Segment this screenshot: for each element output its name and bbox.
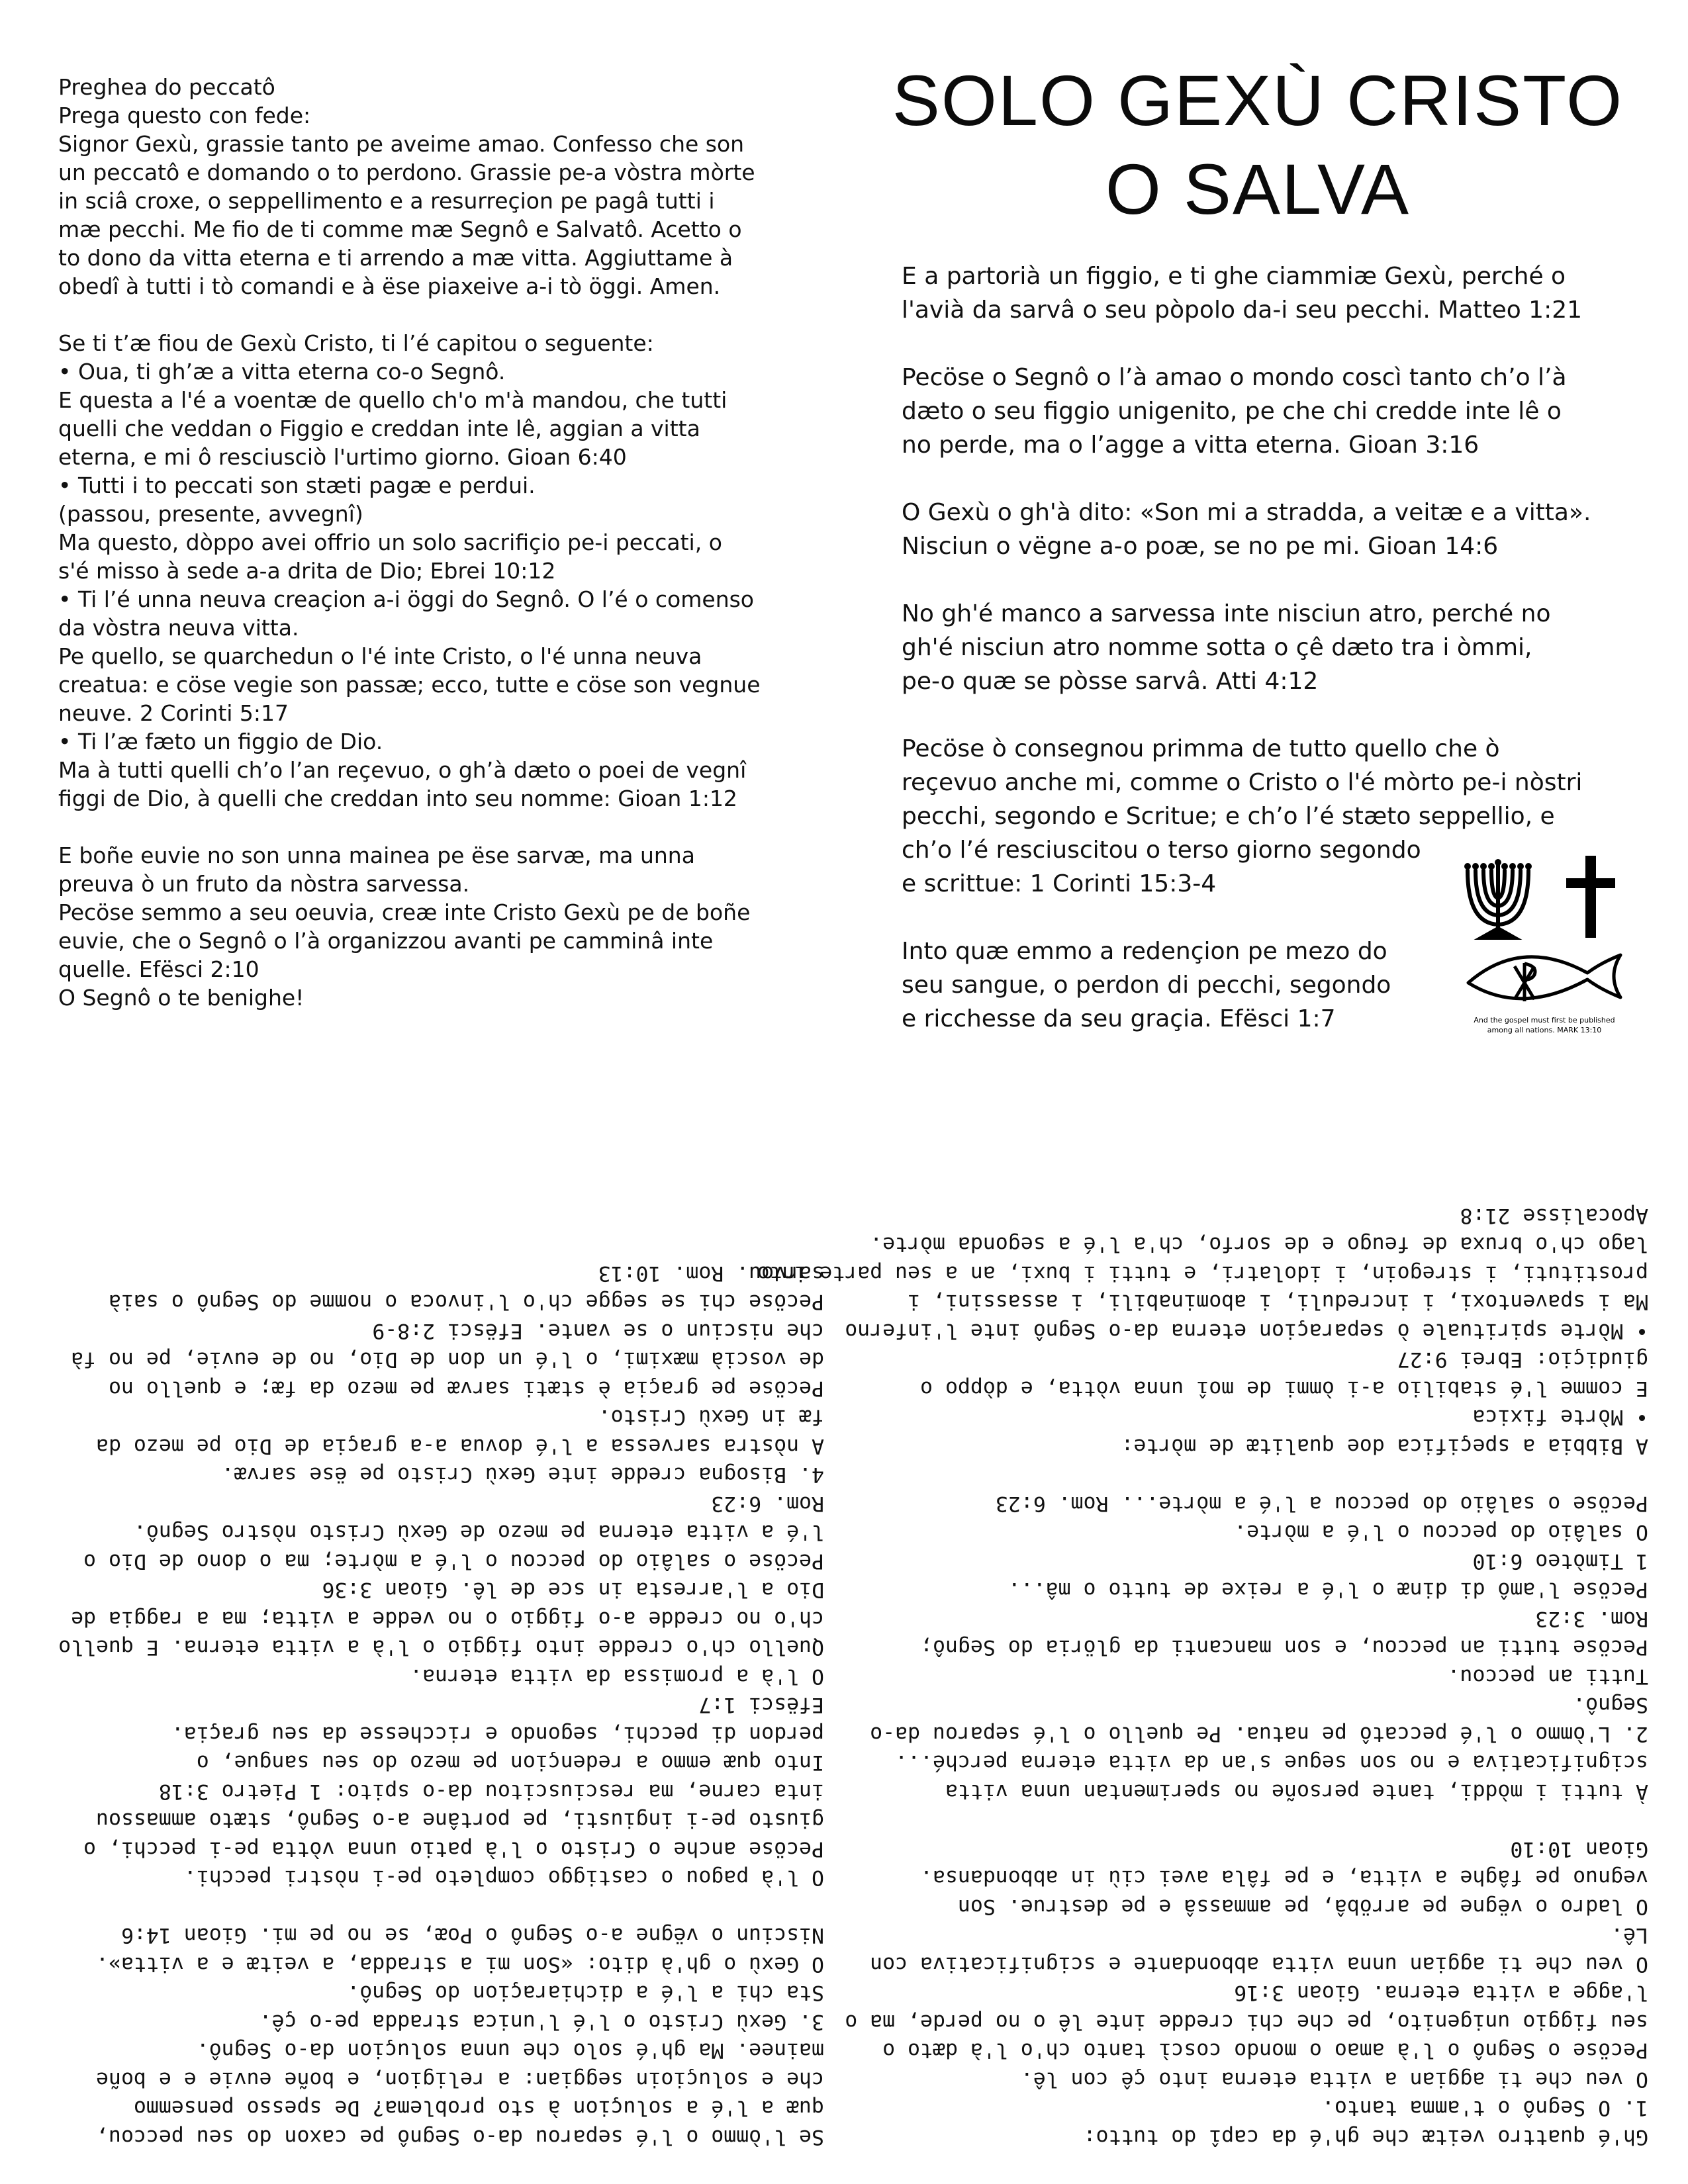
back-right-line: 2. L'òmmo o l'é peccatô pe natua. Pe quello o l'é separou da-o <box>870 1722 1648 1746</box>
back-right-line: Rom. 3:23 <box>1535 1607 1648 1631</box>
back-right-line: A Bibbia a speçifica doe qualitæ de mòrte: <box>1121 1434 1648 1458</box>
prayer-line: quelle. Efësci 2:10 <box>58 956 259 982</box>
cover-verse-line: pecchi, segondo e Scritue; e ch’o l’é stæto seppellio, e <box>902 803 1555 830</box>
back-right-line: À tutti i mòddi, tante persoñe no sperimentan unna vitta <box>945 1780 1648 1803</box>
back-left-line: l'é a vitta eterna pe mezo de Gexù Cristo nòstro Segnô. <box>133 1520 824 1545</box>
blank-line <box>902 462 1656 496</box>
back-left-line: Pecöse chi se segge ch'o l'invoca o nomme do Segnô o saià <box>109 1290 824 1314</box>
prayer-line: Pe quello, se quarchedun o l'é inte Cristo, o l'é unna neuva <box>58 643 702 669</box>
cover-verse-line: reçevuo anche mi, comme o Cristo o l'é mòrto pe-i nòstri <box>902 769 1583 796</box>
prayer-line: figgi de Dio, à quelli che creddan into seu nomme: Gioan 1:12 <box>58 786 737 811</box>
prayer-line: quelli che veddan o Figgio e creddan inte lê, aggian a vitta <box>58 416 700 441</box>
back-right-line: lago ch'o bruxa de feugo e de sorfo, ch'a l'é a segonda mòrte. <box>870 1232 1648 1257</box>
back-left-line: quæ a l'é a soluçion à sto problema? De spesso pensemmo <box>133 2096 824 2120</box>
back-left-line: che e soluçioin seggian: a religion, e boñe euvie e e boñe <box>96 2068 824 2091</box>
back-right-line: Pecöse o Segnô o l'à amao o mondo coscì tanto ch'o l'à dæto o <box>882 2038 1648 2063</box>
prayer-line: • Oua, ti gh’æ a vitta eterna co-o Segnô. <box>58 359 506 385</box>
back-right-line: O veu che ti aggian a vitta eterna into çê con lê. <box>1020 2068 1648 2091</box>
prayer-line: to dono da vitta eterna e ti arrendo a mæ vitta. Aggiuttame à <box>58 245 733 271</box>
back-left-line: de voscià mæximi, o l'é un don de Dio, no de euvie, pe no fà <box>71 1347 824 1372</box>
cover-verse-line: Into quæ emmo a redençion pe mezo do <box>902 938 1387 965</box>
cover-verse-line: No gh'é manco a sarvessa inte nisciun atro, perché no <box>902 600 1551 627</box>
ichthys-chi-rho-icon <box>1468 955 1620 1001</box>
back-right-line: Ma i spaventoxi, i increduli, i abominabili, i assassini, i <box>908 1290 1648 1314</box>
prayer-line: creatua: e cöse vegie son passæ; ecco, tutte e cöse son vegnue <box>58 672 761 698</box>
back-left-line: ch'o no credde a-o figgio o no vedde a vitta; ma a raggia de <box>71 1607 824 1631</box>
prayer-line: Prega questo con fede: <box>58 103 311 128</box>
prayer-line: Signor Gexù, grassie tanto pe aveime amao. Confesso che son <box>58 131 745 157</box>
prayer-line: Preghea do peccatô <box>58 74 275 100</box>
prayer-line: neuve. 2 Corinti 5:17 <box>58 700 289 726</box>
back-left-line: perdon di pecchi, segondo e ricchesse da seu graçia. <box>171 1722 824 1746</box>
cover-verse-line: ch’o l’é resciuscitou o terso giorno segondo <box>902 837 1421 864</box>
prayer-line: in sciâ croxe, o seppellimento e a resurreçion pe pagâ tutti i <box>58 188 715 214</box>
prayer-line: euvie, che o Segnô o l’à organizzou avanti pe camminâ inte <box>58 928 714 954</box>
cover-verse-line: gh'é nisciun atro nomme sotta o çê dæto tra i òmmi, <box>902 634 1532 661</box>
blank-line <box>58 813 820 841</box>
back-right-line: • Mòrte spirituale ò separaçion eterna da-o Segnô inte l'inferno <box>845 1319 1648 1343</box>
back-right-line: Pecöse l'amô di dinæ o l'é a reixe de tutto o mâ... <box>1008 1578 1648 1602</box>
back-left-line: inta carne, ma resciuscitou da-o spito: 1 Pietro 3:18 <box>158 1780 824 1803</box>
prayer-line: eterna, e mi ô resciusciò l'urtimo giorno. Gioan 6:40 <box>58 444 627 470</box>
back-left-line: 3. Gexù Cristo o l'é l'unica stradda pe-o çê. <box>259 2010 824 2034</box>
back-right-line: Gh'é quattro veitæ che gh'é da capî do tutto: <box>1083 2125 1648 2149</box>
back-left-line: giusto pe-i ingiusti, pe portâne a-o Segnô, stæto ammassou <box>96 1808 824 1833</box>
back-left-line: Se l'òmmo o l'é separou da-o Segnô pe caxon do seu peccou, <box>96 2125 824 2149</box>
cover-title <box>887 56 1628 234</box>
blank-line <box>897 1460 1648 1489</box>
back-right-line: Pecöse o salâio do peccou a l'é a mòrte... Rom. 6:23 <box>995 1492 1648 1516</box>
cover-verse-line: dæto o seu figgio unigenito, pe che chi credde inte lê o <box>902 398 1562 425</box>
prayer-line: s'é misso à sede a-a drita de Dio; Ebrei 10:12 <box>58 558 556 584</box>
cover-verse-line: l'avià da sarvâ o seu pòpolo da-i seu pecchi. Matteo 1:21 <box>902 296 1583 324</box>
back-left-line: Rom. 6:23 <box>711 1492 824 1516</box>
back-right-line: Tutti an peccou. <box>1447 1664 1648 1688</box>
back-left-line: O l'à a promissa da vitta eterna. <box>410 1664 824 1688</box>
prayer-line: mæ pecchi. Me fio de ti comme mæ Segnô e Salvatô. Acetto o <box>58 216 742 242</box>
prayer-line: (passou, presente, avvegnî) <box>58 501 363 527</box>
prayer-line: obedî à tutti i tò comandi e à ëse piaxeive a-i tò öggi. Amen. <box>58 273 721 299</box>
blank-line <box>902 563 1656 597</box>
prayer-line: un peccatô e domando o to perdono. Grassie pe-a vòstra mòrte <box>58 159 755 185</box>
blank-line <box>897 1805 1648 1835</box>
cover-verse-line: pe-o quæ se pòsse sarvâ. Atti 4:12 <box>902 668 1319 695</box>
prayer-line: da vòstra neuva vitta. <box>58 615 299 641</box>
back-left-line: fæ in Gexù Cristo. <box>598 1405 824 1430</box>
cover-verse-line: Nisciun o vëgne a-o poæ, se no pe mi. Gioan 14:6 <box>902 533 1499 560</box>
back-right-line: prostituti, i stregoin, i idolatri, e tutti i buxi, an a seu parte into <box>757 1261 1648 1285</box>
back-right-line: 1. O Segnô o t'amma tanto. <box>1321 2096 1648 2120</box>
logo-caption-line1: And the gospel must first be published <box>1474 1016 1615 1024</box>
back-left-line: A nòstra sarvessa a l'é dovua a-a graçia de Dio pe mezo da <box>96 1434 824 1458</box>
back-left-line: O l'à pagou o castiggo completo pe-i nòstri pecchi. <box>183 1866 824 1890</box>
back-left-line: Nisciun o vëgne a-o Segnô o Poæ, se no pe mi. Gioan 14:6 <box>120 1923 824 1948</box>
prayer-panel <box>58 73 820 1012</box>
cover-verse-line: O Gexù o gh'à dito: «Son mi a stradda, a veitæ e a vitta». <box>902 499 1591 526</box>
back-left-line: Quello ch'o credde into figgio o l'à a vitta eterna. E quello <box>58 1635 824 1660</box>
cross-icon <box>1566 856 1615 938</box>
back-right-line: O veu che ti aggian unna vitta abbondante e scignificativa con <box>870 1952 1648 1976</box>
blank-line <box>902 698 1656 732</box>
back-right-line: O salâio do peccou o l'é a mòrte. <box>1234 1520 1648 1545</box>
prayer-line: Pecöse semmo a seu oeuvia, creæ inte Cristo Gexù pe de boñe <box>58 899 751 925</box>
back-left-line: che nisciun o se vante. Efësci 2:8-9 <box>372 1319 824 1343</box>
back-left-line: Pecöse pe graçia è stæti sarvæ pe mezo da fæ; e quello no <box>109 1377 824 1400</box>
cover-verse-line: E a partorià un figgio, e ti ghe ciammiæ Gexù, perché o <box>902 263 1566 290</box>
back-right-line: 1 Timòteo 6:10 <box>1472 1549 1648 1573</box>
back-right-line: • Mòrte fixica <box>1472 1405 1648 1430</box>
cover-title-line1: SOLO GEXÙ CRISTO <box>892 60 1624 140</box>
back-left-line: Dio a l'arresta in sce de lê. Gioan 3:36 <box>322 1578 824 1602</box>
back-right-line: Gioan 10:10 <box>1510 1837 1648 1861</box>
prayer-line: O Segnô o te benighe! <box>58 985 305 1011</box>
gospel-logo <box>1462 850 1634 1042</box>
cover-title-line2: O SALVA <box>1105 149 1411 229</box>
back-left-line: Into quæ emmo a redençion pe mezo do seu sangue, o <box>196 1751 824 1775</box>
prayer-line: E questa a l'é a voentæ de quello ch'o m'à mandou, che tutti <box>58 387 727 413</box>
back-right-line: Apocalisse 21:8 <box>1460 1204 1648 1228</box>
back-right-line: Segnô. <box>1573 1693 1648 1717</box>
logo-graphic <box>1462 850 1634 1042</box>
back-right-line: vegnuo pe fâghe a vitta, e pe fâla avei ciù in abbondansa. <box>920 1866 1648 1890</box>
cover-verse-line: Pecöse ò consegnou primma de tutto quello che ò <box>902 735 1500 762</box>
prayer-line: Se ti t’æ fiou de Gexù Cristo, ti l’é capitou o seguente: <box>58 330 654 356</box>
prayer-line: preuva ò un fruto da nòstra sarvessa. <box>58 871 470 897</box>
back-left-line: sarvou. Rom. 10:13 <box>598 1261 824 1285</box>
back-right-line: Pecöse tutti an peccou, e son mancanti da glöria do Segnô; <box>920 1635 1648 1660</box>
back-left-line: Pecöse anche o Cristo o l'à patio unna vòtta pe-i pecchi, o <box>83 1837 824 1861</box>
back-left-line: 4. Bisogna credde inte Gexù Cristo pe ëse sarvæ. <box>221 1463 824 1487</box>
blank-line <box>58 300 820 329</box>
prayer-line: Ma à tutti quelli ch’o l’an reçevuo, o gh’à dæto o poei de vegnî <box>58 757 747 783</box>
back-right-line: seu figgio unigenito, pe che chi credde inte lê o no perde, ma o <box>845 2010 1648 2034</box>
back-right-line: O ladro o vëgne pe arröbâ, pe ammassâ e pe destrue. Son <box>957 1895 1648 1919</box>
back-left-line: Pecöse o salâio do peccou o l'é a mòrte; ma o dono de Dio o <box>83 1549 824 1573</box>
blank-line <box>66 1892 824 1921</box>
back-right-line: E comme l'é stabilio a-i òmmi de moî unna vòtta, e dòppo o <box>920 1377 1648 1400</box>
back-right-line: giudiçio: Ebrei 9:27 <box>1397 1347 1648 1372</box>
prayer-line: • Tutti i to peccati son stæti pagæ e perdui. <box>58 473 536 498</box>
cover-verse-line: no perde, ma o l’agge a vitta eterna. Gioan 3:16 <box>902 432 1479 459</box>
back-right-line: scignificativa e no son segue s'an da vitta eterna perché... <box>895 1751 1648 1775</box>
blank-line <box>902 327 1656 361</box>
cover-verse-line: e scrittue: 1 Corinti 15:3-4 <box>902 870 1217 897</box>
back-left-line: Sta chi a l'é a dichiaraçion do Segnô. <box>347 1981 824 2005</box>
back-left-panel <box>58 1152 824 2151</box>
back-left-line: O Gexù o gh'à dito: «Son mi a stradda, a veitæ e a vitta». <box>96 1952 824 1976</box>
cover-verse-line: seu sangue, o perdon di pecchi, segondo <box>902 972 1391 999</box>
back-left-line: Efësci 1:7 <box>698 1693 824 1717</box>
menorah-icon <box>1468 864 1528 938</box>
logo-caption-line2: among all nations. MARK 13:10 <box>1487 1026 1602 1034</box>
back-right-line: l'agge a vitta eterna. Gioan 3:16 <box>1234 1981 1648 2005</box>
prayer-line: • Ti l’é unna neuva creaçion a-i öggi do Segnô. O l’é o comenso <box>58 586 754 612</box>
prayer-line: E boñe euvie no son unna mainea pe ëse sarvæ, ma unna <box>58 842 695 868</box>
back-left-line: mainee. Ma gh'é solo che unna soluçion da-o Segnô. <box>196 2038 824 2063</box>
cover-verse-line: e ricchesse da seu graçia. Efësci 1:7 <box>902 1005 1336 1032</box>
prayer-line: • Ti l’æ fæto un figgio de Dio. <box>58 729 383 754</box>
cover-verse-line: Pecöse o Segnô o l’à amao o mondo coscì tanto ch’o l’à <box>902 364 1567 391</box>
back-right-line: Lê. <box>1611 1923 1648 1948</box>
prayer-line: Ma questo, dòppo avei offrio un solo sacrifiçio pe-i peccati, o <box>58 529 722 555</box>
